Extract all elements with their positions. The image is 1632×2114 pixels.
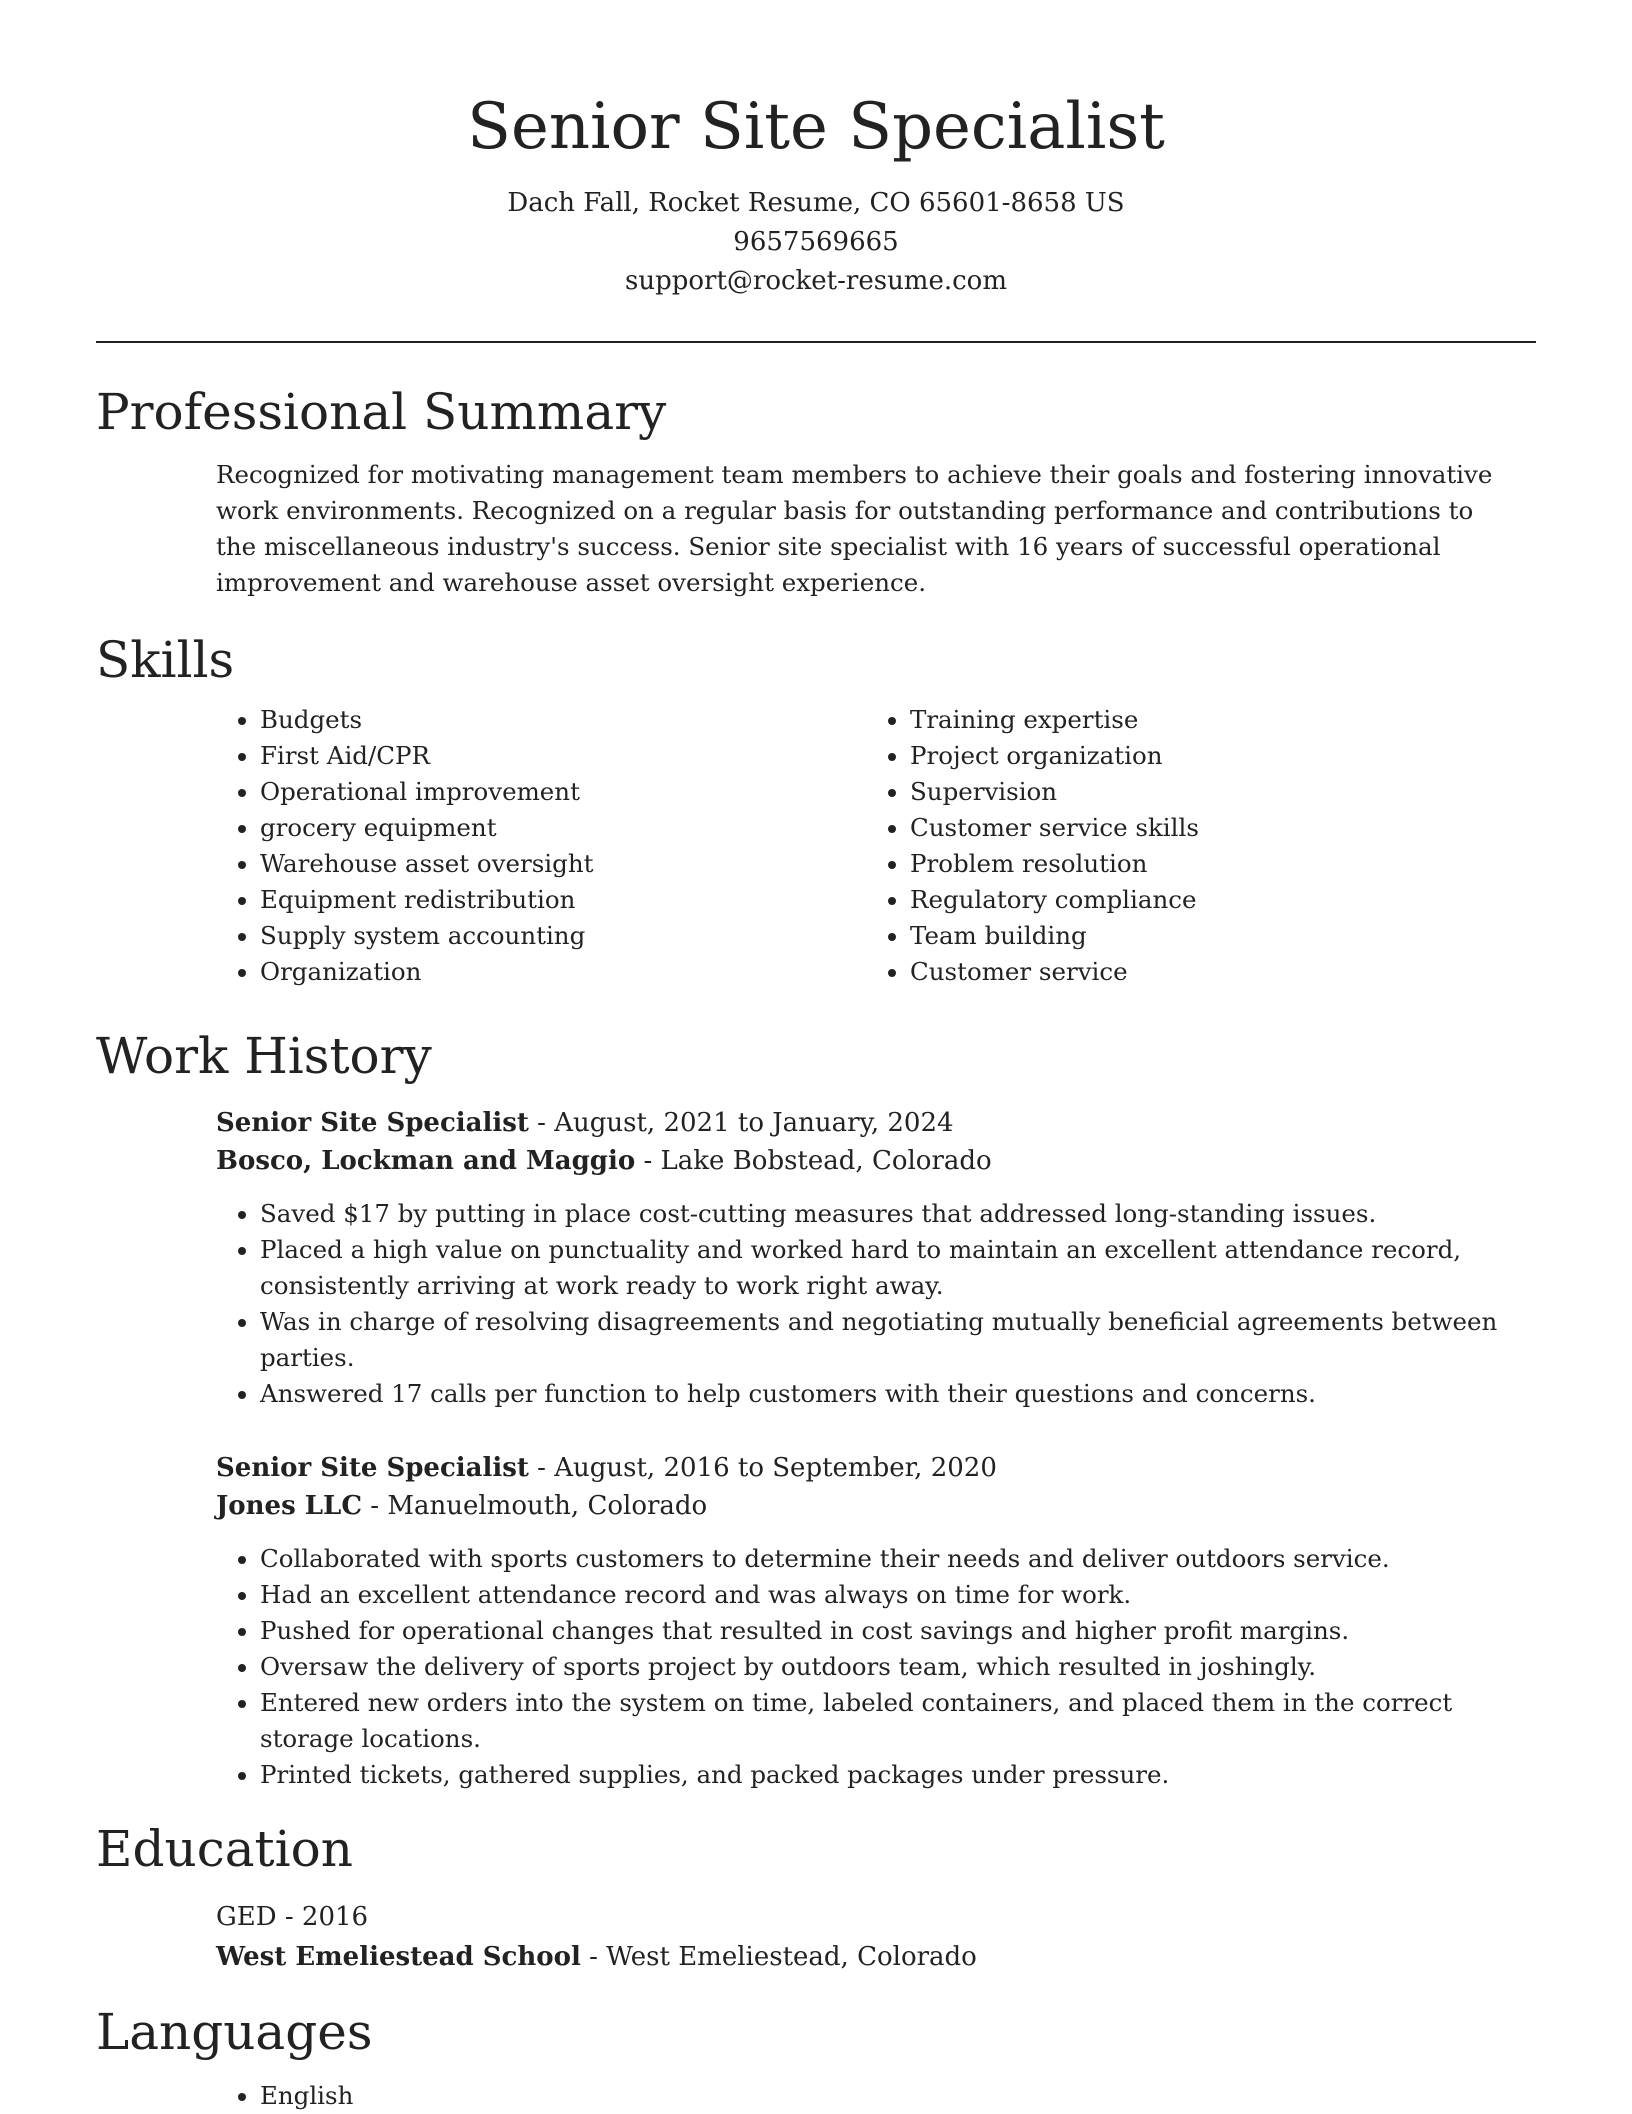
resume-header <box>0 0 1632 301</box>
skill-item: • Customer service skills <box>910 810 1516 846</box>
job-company-line <box>216 1487 1516 1525</box>
job-company: Bosco, Lockman and Maggio <box>216 1146 636 1176</box>
job-entry <box>216 1104 1516 1412</box>
job-bullet: • Saved $17 by putting in place cost-cutting measures that addressed long-standing issues. <box>260 1196 1516 1232</box>
skill-item: • Budgets <box>260 702 866 738</box>
job-title-line <box>216 1449 1516 1487</box>
education-year: - 2016 <box>276 1902 369 1932</box>
skill-item: • Regulatory compliance <box>910 882 1516 918</box>
skill-item: • Training expertise <box>910 702 1516 738</box>
education-school-line <box>216 1938 1516 1976</box>
job-entry <box>216 1449 1516 1793</box>
job-bullet: • Answered 17 calls per function to help customers with their questions and concerns. <box>260 1376 1516 1412</box>
job-bullet: • Was in charge of resolving disagreements and negotiating mutually beneficial agreements between parties. <box>260 1304 1516 1376</box>
education-degree: GED <box>216 1902 277 1932</box>
work-history-heading: Work History <box>96 1027 432 1085</box>
job-title: Senior Site Specialist <box>216 1108 529 1138</box>
summary-heading: Professional Summary <box>96 383 667 441</box>
contact-block <box>0 184 1632 301</box>
skill-item: • Warehouse asset oversight <box>260 846 866 882</box>
skills-list <box>216 702 1516 990</box>
skill-item: • Supply system accounting <box>260 918 866 954</box>
job-bullet: • Entered new orders into the system on time, labeled containers, and placed them in the correct storage locations. <box>260 1685 1516 1757</box>
job-bullets <box>216 1196 1516 1412</box>
skills-heading: Skills <box>96 631 235 689</box>
job-bullet: • Oversaw the delivery of sports project by outdoors team, which resulted in joshingly. <box>260 1649 1516 1685</box>
job-title-line <box>216 1104 1516 1142</box>
education-location: - West Emeliestead, Colorado <box>580 1942 977 1972</box>
skill-item: • Supervision <box>910 774 1516 810</box>
skill-item: • Equipment redistribution <box>260 882 866 918</box>
job-location: - Manuelmouth, Colorado <box>362 1491 708 1521</box>
job-bullet: • Printed tickets, gathered supplies, and packed packages under pressure. <box>260 1757 1516 1793</box>
summary-text: Recognized for motivating management team members to achieve their goals and fostering innovative work environments. Recognized on a regular basis for outstanding performance and contributions to the miscellaneous industry's success. Senior site specialist with 16 years of successful operational improvement and warehouse asset oversight experience. <box>216 460 1493 597</box>
languages-list <box>216 2078 1516 2114</box>
education-degree-line <box>216 1898 1516 1936</box>
skill-item: • First Aid/CPR <box>260 738 866 774</box>
skill-item: • Operational improvement <box>260 774 866 810</box>
skills-column-left <box>216 702 866 990</box>
languages-heading: Languages <box>96 2003 373 2061</box>
job-bullet: • Collaborated with sports customers to determine their needs and deliver outdoors service. <box>260 1541 1516 1577</box>
job-company: Jones LLC <box>216 1491 363 1521</box>
address: Dach Fall, Rocket Resume, CO 65601-8658 US <box>507 188 1125 218</box>
skills-column-right <box>866 702 1516 990</box>
job-bullet: • Pushed for operational changes that resulted in cost savings and higher profit margins. <box>260 1613 1516 1649</box>
header-divider <box>96 341 1536 343</box>
job-title: Senior Site Specialist <box>216 1453 529 1483</box>
education-entry <box>216 1898 1516 1976</box>
language-item: • English <box>260 2078 1516 2114</box>
candidate-name: Senior Site Specialist <box>467 90 1165 164</box>
education-heading: Education <box>96 1820 353 1878</box>
skill-item: • Customer service <box>910 954 1516 990</box>
job-bullets <box>216 1541 1516 1793</box>
email: support@rocket-resume.com <box>624 266 1007 296</box>
skill-item: • grocery equipment <box>260 810 866 846</box>
summary-section <box>216 457 1516 601</box>
job-dates: - August, 2021 to January, 2024 <box>528 1108 954 1138</box>
education-school: West Emeliestead School <box>216 1942 581 1972</box>
skill-item: • Project organization <box>910 738 1516 774</box>
job-bullet: • Placed a high value on punctuality and worked hard to maintain an excellent attendance record, consistently arriving at work ready to work right away. <box>260 1232 1516 1304</box>
job-dates: - August, 2016 to September, 2020 <box>528 1453 997 1483</box>
job-location: - Lake Bobstead, Colorado <box>635 1146 992 1176</box>
phone: 9657569665 <box>733 227 899 257</box>
job-bullet: • Had an excellent attendance record and was always on time for work. <box>260 1577 1516 1613</box>
skill-item: • Team building <box>910 918 1516 954</box>
skill-item: • Problem resolution <box>910 846 1516 882</box>
skill-item: • Organization <box>260 954 866 990</box>
job-company-line <box>216 1142 1516 1180</box>
